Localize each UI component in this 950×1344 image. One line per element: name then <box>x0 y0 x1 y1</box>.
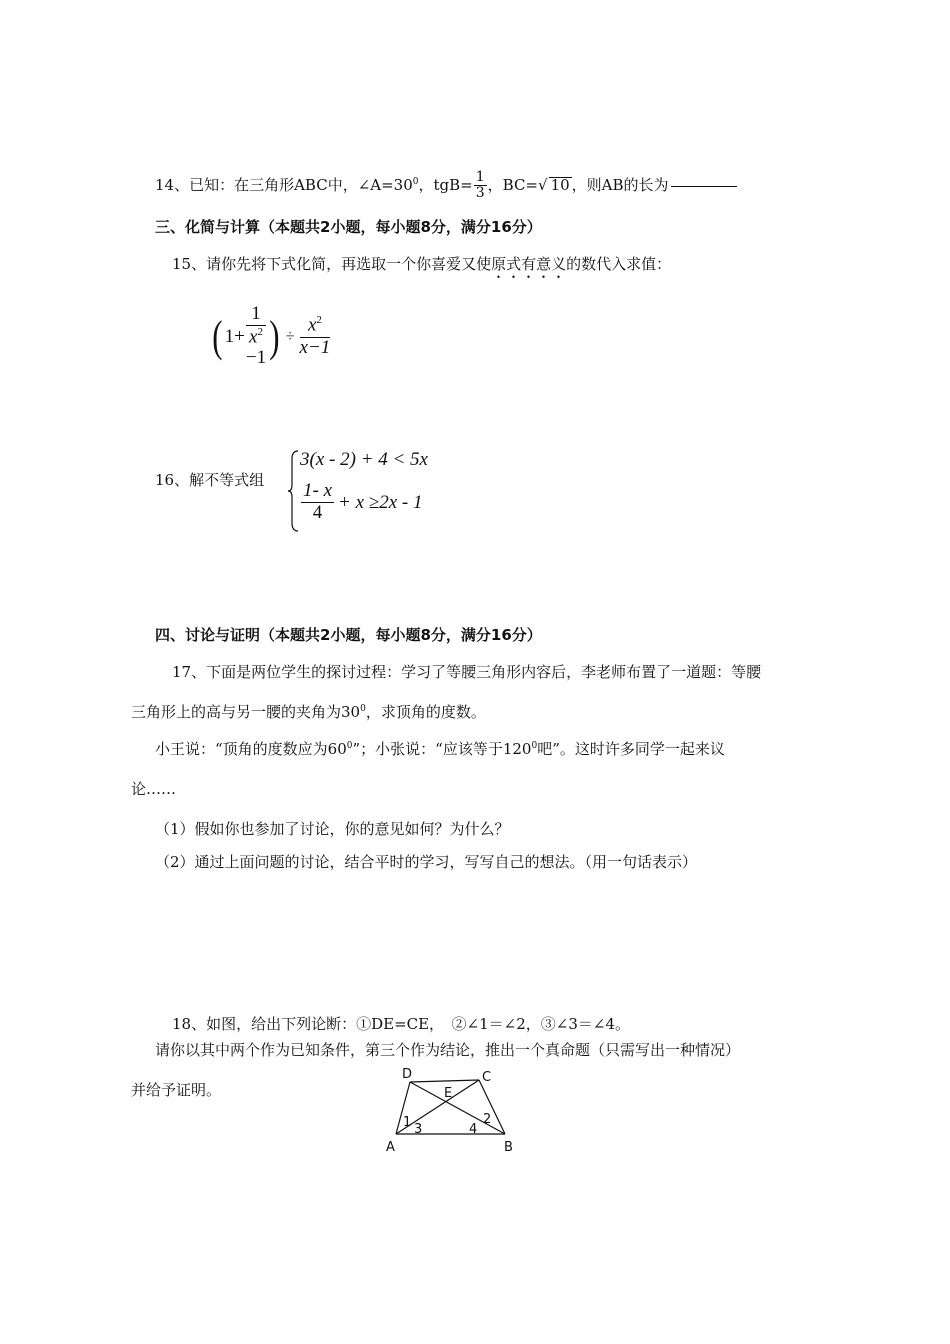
q14-bc-label: ，BC= <box>487 175 539 194</box>
label-d: D <box>402 1067 413 1082</box>
q15-expression <box>210 304 331 369</box>
q16-line2 <box>300 481 422 524</box>
q17-sub1: （1）假如你也参加了讨论，你的意见如何？为什么？ <box>155 820 510 838</box>
q15-outer-num <box>300 314 331 337</box>
q17-line2b: ，求顶角的度数。 <box>365 703 486 721</box>
angle-3: 3 <box>414 1122 423 1137</box>
q16-label: 16、解不等式组 <box>155 471 265 489</box>
left-paren-icon: ( <box>212 311 223 361</box>
question-14 <box>155 170 737 202</box>
segment-dc <box>410 1080 479 1082</box>
q17-sub2: （2）通过上面问题的讨论，结合平时的学习，写写自己的想法。（用一句话表示） <box>155 853 698 871</box>
label-c: C <box>482 1070 492 1085</box>
q16-line1: 3(x - 2) + 4 < 5x <box>300 449 428 470</box>
label-a: A <box>386 1140 395 1155</box>
section-4-title: 四、讨论与证明（本题共2小题，每小题8分，满分16分） <box>155 626 542 644</box>
q15-emphasis: 原式有意义 <box>491 255 567 273</box>
angle-1: 1 <box>403 1115 412 1130</box>
right-paren-icon: ) <box>269 311 280 361</box>
q16-frac-num: 1- x <box>303 480 333 501</box>
q15-outer-num-var: x <box>307 314 317 336</box>
q14-tail: ，则AB的长为 <box>571 175 669 194</box>
q17-line3a: 小王说：“顶角的度数应为60 <box>155 740 347 758</box>
q16-fraction <box>301 481 334 524</box>
q15-outer-den: x−1 <box>299 336 331 358</box>
q14-mid: ，tgB= <box>418 175 473 194</box>
q16-line2-rest: + x ≥2x - 1 <box>338 491 423 513</box>
question-15 <box>172 255 671 282</box>
q18-figure <box>383 1066 533 1156</box>
q14-sqrt-arg: 10 <box>550 175 570 194</box>
q14-fraction <box>474 170 487 202</box>
q17-line2 <box>131 705 486 720</box>
left-brace-icon <box>288 449 300 533</box>
q17-line3c: 吧”。这时许多同学一起来议 <box>537 740 725 758</box>
q15-outer-fraction <box>300 314 331 358</box>
q17-line3 <box>155 742 725 757</box>
q17-line2a: 三角形上的高与另一腰的夹角为30 <box>131 703 361 721</box>
sqrt-icon: √ <box>538 175 548 194</box>
q17-line3-degree2: 0 <box>531 741 538 751</box>
q14-frac-num: 1 <box>475 169 485 185</box>
q16-frac-den: 4 <box>312 501 323 523</box>
q15-suffix: 的数代入求值： <box>566 255 672 273</box>
q15-divide: ÷ <box>285 327 295 345</box>
q17-line3b: ”；小张说：“应该等于120 <box>352 740 532 758</box>
angle-2: 2 <box>483 1112 492 1127</box>
answer-blank <box>671 185 737 187</box>
q15-one-plus: 1+ <box>224 326 245 347</box>
q16-system <box>288 447 468 537</box>
q17-line3-degree1: 0 <box>346 741 353 751</box>
q17-line4: 论…… <box>131 780 177 798</box>
q15-inner-den-var: x <box>249 326 258 348</box>
q15-inner-fraction <box>246 304 266 369</box>
q14-degree: 0 <box>412 176 419 187</box>
angle-4: 4 <box>469 1122 478 1137</box>
q17-line1: 17、下面是两位学生的探讨过程：学习了等腰三角形内容后，李老师布置了一道题：等腰 <box>172 663 762 681</box>
q15-prefix: 15、请你先将下式化简，再选取一个你喜爱又使 <box>172 255 492 273</box>
q18-line1: 18、如图，给出下列论断：①DE=CE， ②∠1＝∠2，③∠3＝∠4。 <box>172 1015 631 1033</box>
q17-line2-degree: 0 <box>360 704 366 714</box>
label-e: E <box>444 1086 453 1101</box>
q15-inner-den-exp: 2 <box>257 325 263 338</box>
q18-line3: 并给予证明。 <box>131 1081 222 1099</box>
q15-inner-num: 1 <box>246 304 266 326</box>
q15-inner-den-rest: −1 <box>245 347 267 369</box>
label-b: B <box>504 1140 513 1155</box>
q14-lead: 14、已知：在三角形ABC中，∠A=30 <box>155 175 413 194</box>
q15-outer-num-exp: 2 <box>316 314 322 327</box>
q14-frac-den: 3 <box>475 185 485 202</box>
q15-inner-den <box>246 326 266 369</box>
section-3-title: 三、化简与计算（本题共2小题，每小题8分，满分16分） <box>155 218 542 236</box>
q18-line2: 请你以其中两个作为已知条件，第三个作为结论，推出一个真命题（只需写出一种情况） <box>155 1041 741 1059</box>
